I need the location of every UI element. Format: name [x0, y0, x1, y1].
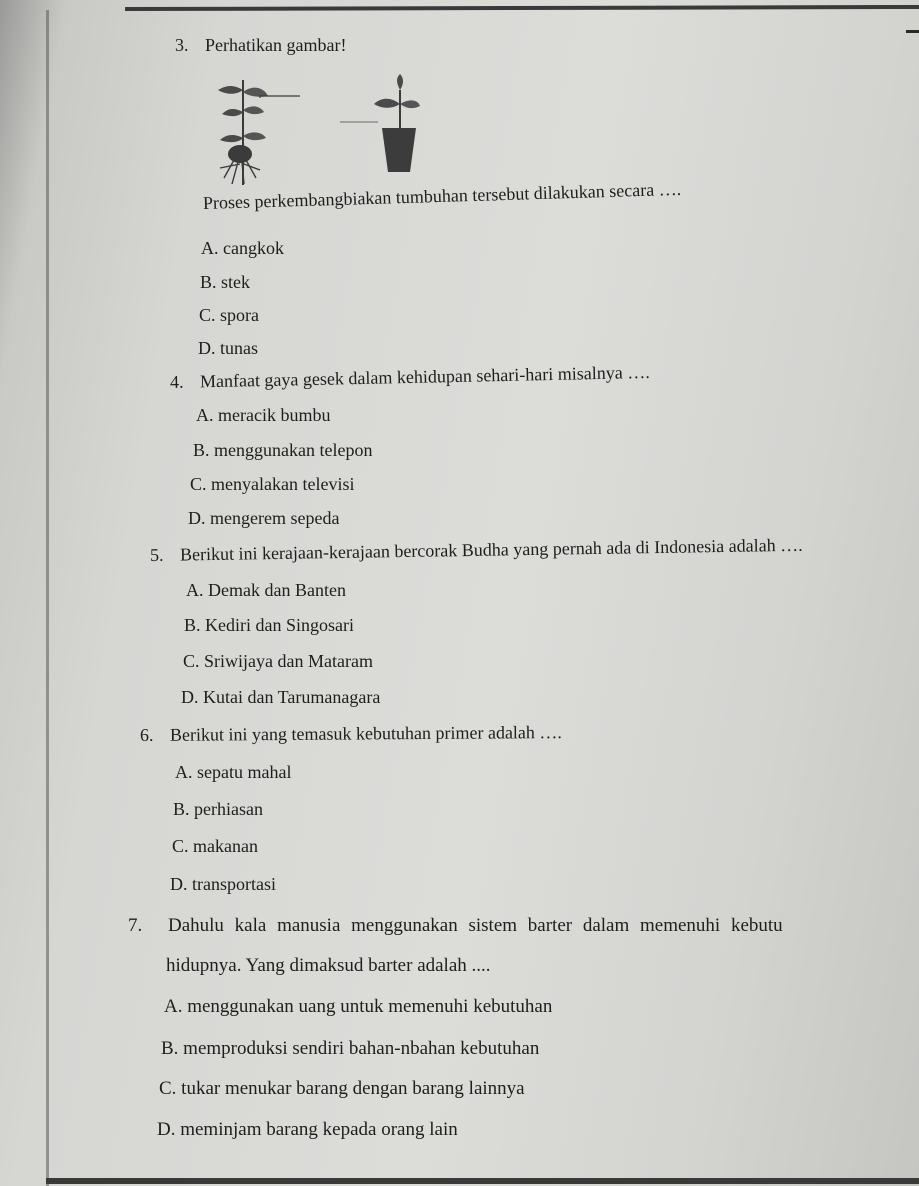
top-border [125, 5, 919, 11]
question-text: Berikut ini kerajaan-kerajaan bercorak Budha yang pernah ada di Indonesia adalah …. [179, 534, 803, 565]
edge-mark [906, 30, 919, 33]
q6-option-a[interactable]: A. sepatu mahal [175, 762, 292, 782]
q4-option-c[interactable]: C. menyalakan televisi [190, 474, 355, 494]
question-6 [140, 722, 562, 746]
question-number: 6. [139, 724, 154, 745]
q5-option-c[interactable]: C. Sriwijaya dan Mataram [183, 651, 373, 671]
question-number: 3. [175, 35, 189, 55]
q7-option-c[interactable]: C. tukar menukar barang dengan barang lainnya [159, 1078, 525, 1099]
question-7 [128, 915, 783, 937]
q5-option-d[interactable]: D. Kutai dan Tarumanagara [181, 687, 381, 707]
q5-option-a[interactable]: A. Demak dan Banten [186, 580, 346, 600]
q5-option-b[interactable]: B. Kediri dan Singosari [184, 615, 354, 635]
q3-option-d[interactable]: D. tunas [198, 338, 258, 358]
q3-option-a[interactable]: A. cangkok [201, 238, 284, 258]
q4-option-d[interactable]: D. mengerem sepeda [188, 508, 340, 528]
question-5 [150, 535, 803, 566]
question-7-continuation: hidupnya. Yang dimaksud barter adalah .... [166, 955, 491, 976]
q6-option-c[interactable]: C. makanan [172, 836, 258, 856]
question-3-prompt: Proses perkembangbiakan tumbuhan tersebut dilakukan secara …. [202, 178, 682, 213]
q7-option-b[interactable]: B. memproduksi sendiri bahan-nbahan kebutuhan [161, 1038, 540, 1059]
question-number: 7. [128, 915, 143, 936]
question-number: 5. [149, 544, 164, 565]
q7-option-d[interactable]: D. meminjam barang kepada orang lain [157, 1119, 458, 1140]
question-number: 4. [169, 371, 184, 392]
q4-option-b[interactable]: B. menggunakan telepon [193, 440, 373, 460]
question-4 [170, 362, 650, 393]
q7-option-a[interactable]: A. menggunakan uang untuk memenuhi kebutuhan [164, 996, 553, 1017]
bottom-border [46, 1178, 919, 1184]
question-3 [175, 35, 346, 56]
plant-propagation-illustration [210, 60, 420, 190]
q6-option-b[interactable]: B. perhiasan [173, 799, 263, 819]
question-text: Berikut ini yang temasuk kebutuhan primer adalah …. [169, 722, 562, 745]
question-text: Perhatikan gambar! [205, 35, 347, 55]
q3-option-b[interactable]: B. stek [200, 272, 251, 292]
q3-option-c[interactable]: C. spora [199, 305, 259, 325]
left-border [46, 10, 49, 1186]
question-text: Manfaat gaya gesek dalam kehidupan sehari-hari misalnya …. [199, 361, 650, 392]
q6-option-d[interactable]: D. transportasi [170, 874, 276, 894]
q4-option-a[interactable]: A. meracik bumbu [196, 405, 331, 425]
question-text: Dahulu kala manusia menggunakan sistem barter dalam memenuhi kebutu [168, 915, 783, 936]
